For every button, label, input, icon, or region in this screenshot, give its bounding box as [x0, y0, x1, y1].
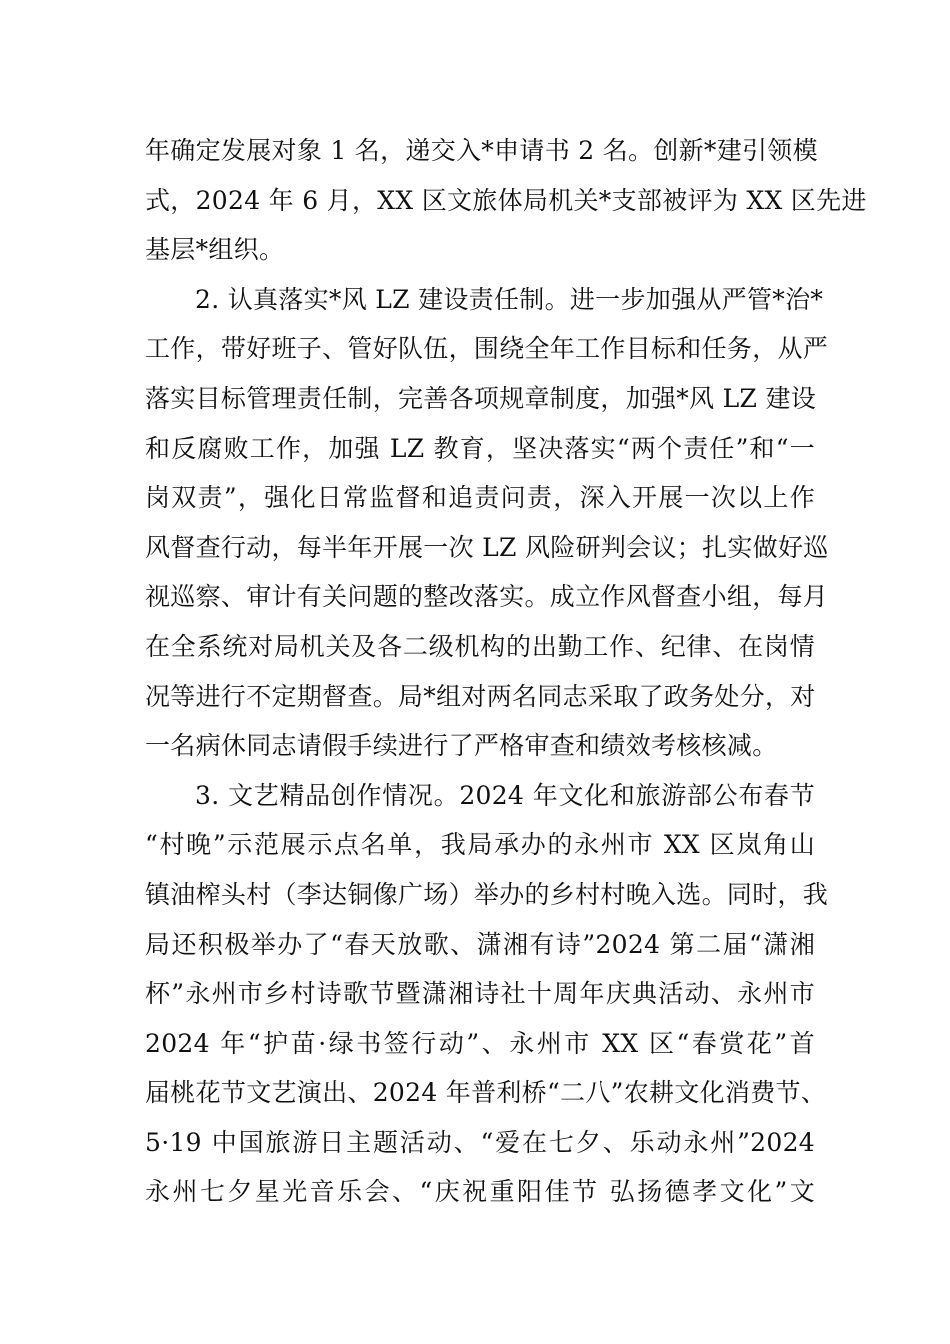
text-line: 在全系统对局机关及各二级机构的出勤工作、纪律、在岗情 — [145, 631, 815, 661]
text-line: 镇油榨头村（李达铜像广场）举办的乡村村晚入选。同时，我 — [145, 879, 829, 909]
text-line: 5·19 中国旅游日主题活动、“爱在七夕、乐动永州”2024 — [145, 1127, 815, 1157]
text-line: 式，2024 年 6 月，XX 区文旅体局机关*支部被评为 XX 区先进 — [145, 185, 867, 215]
text-line: 2024 年“护苗·绿书签行动”、永州市 XX 区“春赏花”首 — [145, 1028, 815, 1058]
text-line: 一名病休同志请假手续进行了严格审查和绩效考核核减。 — [145, 731, 778, 761]
text-line: 落实目标管理责任制，完善各项规章制度，加强*风 LZ 建设 — [145, 383, 817, 413]
text-line: 永州七夕星光音乐会、“庆祝重阳佳节 弘扬德孝文化”文 — [145, 1177, 815, 1207]
paragraph-2-heading-line: 2. 认真落实*风 LZ 建设责任制。进一步加强从严管*治* — [195, 284, 824, 314]
text-line: 和反腐败工作，加强 LZ 教育，坚决落实“两个责任”和“一 — [145, 433, 815, 463]
body-text — [145, 126, 867, 1217]
text-line: “村晚”示范展示点名单，我局承办的永州市 XX 区岚角山 — [145, 830, 815, 860]
text-line: 工作，带好班子、管好队伍，围绕全年工作目标和任务，从严 — [145, 334, 829, 364]
text-line: 视巡察、审计有关问题的整改落实。成立作风督查小组，每月 — [145, 582, 829, 612]
text-line: 基层*组织。 — [145, 235, 285, 265]
text-line: 岗双责”，强化日常监督和追责问责，深入开展一次以上作 — [145, 483, 815, 513]
text-line: 杯”永州市乡村诗歌节暨潇湘诗社十周年庆典活动、永州市 — [145, 979, 815, 1009]
text-line: 风督查行动，每半年开展一次 LZ 风险研判会议；扎实做好巡 — [145, 532, 829, 562]
text-line: 届桃花节文艺演出、2024 年普利桥“二八”农耕文化消费节、 — [145, 1078, 827, 1108]
paragraph-3-heading-line: 3. 文艺精品创作情况。2024 年文化和旅游部公布春节 — [195, 780, 815, 810]
text-line: 局还积极举办了“春天放歌、潇湘有诗”2024 第二届“潇湘 — [145, 929, 815, 959]
text-line: 况等进行不定期督查。局*组对两名同志采取了政务处分，对 — [145, 681, 816, 711]
text-line: 年确定发展对象 1 名，递交入*申请书 2 名。创新*建引领模 — [145, 136, 818, 165]
